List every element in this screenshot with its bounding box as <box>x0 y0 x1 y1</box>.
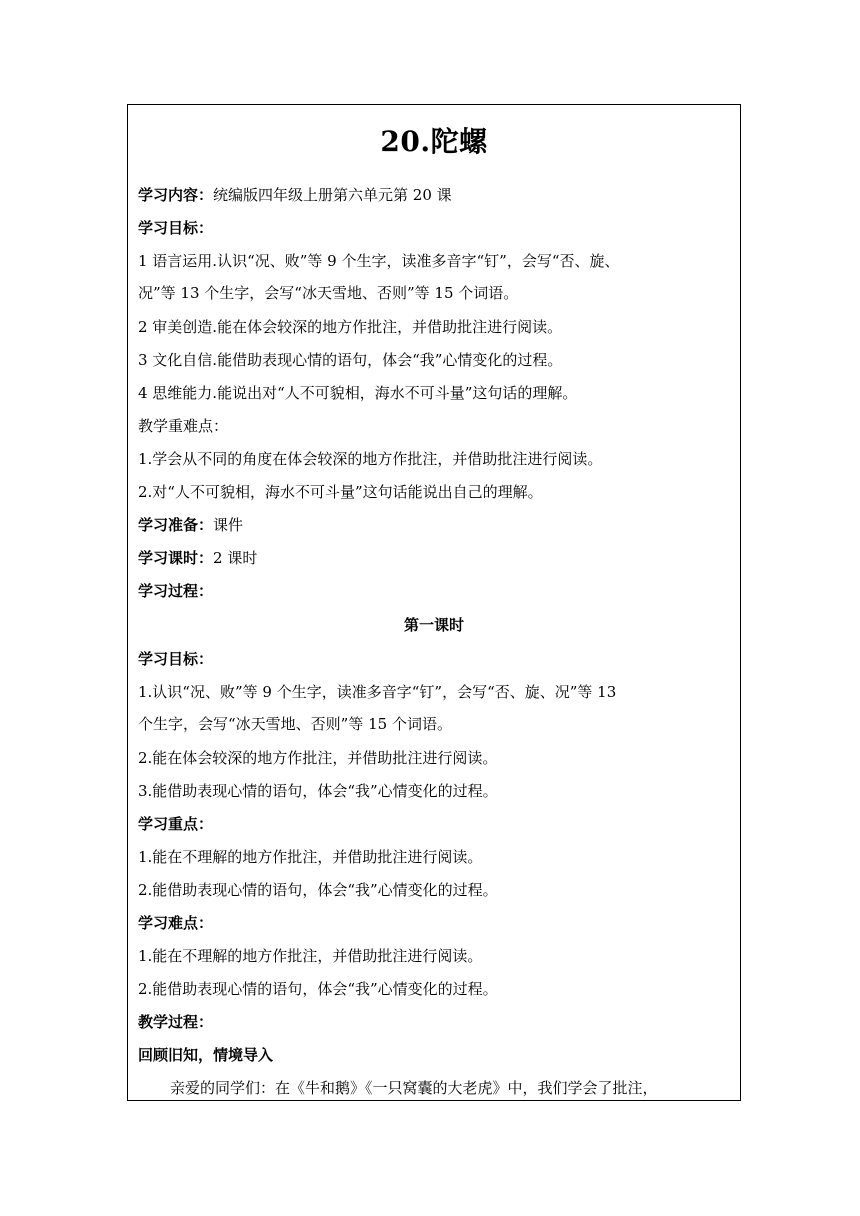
line-text: 统编版四年级上册第六单元第 20 课 <box>213 186 452 204</box>
line-text: 1.能在不理解的地方作批注，并借助批注进行阅读。 <box>138 848 483 866</box>
line-text: 3 文化自信.能借助表现心情的语句，体会“我”心情变化的过程。 <box>138 351 563 369</box>
doc-line <box>138 1012 730 1032</box>
line-label: 学习重点： <box>138 815 214 833</box>
doc-line <box>138 847 730 867</box>
line-text: 2 课时 <box>213 549 258 567</box>
doc-line <box>138 649 730 669</box>
doc-line <box>138 682 730 702</box>
doc-line <box>138 515 730 535</box>
line-text: 4 思维能力.能说出对“人不可貌相，海水不可斗量”这句话的理解。 <box>138 384 578 402</box>
line-text: 课件 <box>213 516 244 534</box>
line-text: 2.对“人不可貌相，海水不可斗量”这句话能说出自己的理解。 <box>138 483 543 501</box>
doc-line <box>138 416 730 436</box>
line-text: 亲爱的同学们：在《牛和鹅》《一只窝囊的大老虎》中，我们学会了批注， <box>170 1079 658 1097</box>
line-text: 1.学会从不同的角度在体会较深的地方作批注，并借助批注进行阅读。 <box>138 450 603 468</box>
doc-line <box>138 781 730 801</box>
doc-line <box>138 185 730 205</box>
line-text: 1.能在不理解的地方作批注，并借助批注进行阅读。 <box>138 947 483 965</box>
line-label: 学习课时： <box>138 549 214 567</box>
doc-line <box>138 317 730 337</box>
doc-line <box>138 1045 730 1065</box>
doc-line <box>138 979 730 999</box>
doc-line <box>138 814 730 834</box>
line-label: 学习准备： <box>138 516 214 534</box>
line-text: 1 语言运用.认识“况、败”等 9 个生字，读准多音字“钉”，会写“否、旋、 <box>138 252 620 270</box>
section-heading: 第一课时 <box>403 616 464 634</box>
doc-line <box>138 581 730 601</box>
doc-line <box>138 218 730 238</box>
doc-line <box>138 449 730 469</box>
doc-line <box>138 548 730 568</box>
line-label: 学习难点： <box>138 914 214 932</box>
line-text: 1.认识“况、败”等 9 个生字，读准多音字“钉”，会写“否、旋、况”等 13 <box>138 683 617 701</box>
doc-line <box>138 946 730 966</box>
doc-line <box>138 1078 730 1098</box>
line-label: 教学过程： <box>138 1013 214 1031</box>
lesson-plan-frame <box>127 104 741 1101</box>
doc-line <box>138 283 730 303</box>
line-label: 学习目标： <box>138 650 214 668</box>
line-text: 2.能借助表现心情的语句，体会“我”心情变化的过程。 <box>138 980 498 998</box>
doc-line <box>138 251 730 271</box>
line-text: 2.能在体会较深的地方作批注，并借助批注进行阅读。 <box>138 749 498 767</box>
line-label: 学习目标： <box>138 219 214 237</box>
line-label: 学习过程： <box>138 582 214 600</box>
doc-line <box>138 350 730 370</box>
line-label: 回顾旧知，情境导入 <box>138 1046 274 1064</box>
line-text: 个生字，会写“冰天雪地、否则”等 15 个词语。 <box>138 715 452 733</box>
document-title: 20.陀螺 <box>380 125 488 158</box>
line-label: 学习内容： <box>138 186 214 204</box>
doc-line <box>138 748 730 768</box>
doc-line <box>138 913 730 933</box>
line-text: 况”等 13 个生字，会写“冰天雪地、否则”等 15 个词语。 <box>138 284 519 302</box>
doc-line <box>138 383 730 403</box>
doc-line <box>138 482 730 502</box>
line-text: 3.能借助表现心情的语句，体会“我”心情变化的过程。 <box>138 782 498 800</box>
line-text: 2 审美创造.能在体会较深的地方作批注，并借助批注进行阅读。 <box>138 318 563 336</box>
line-text: 2.能借助表现心情的语句，体会“我”心情变化的过程。 <box>138 881 498 899</box>
doc-line <box>138 714 730 734</box>
doc-line <box>138 880 730 900</box>
line-text: 教学重难点： <box>138 417 229 435</box>
